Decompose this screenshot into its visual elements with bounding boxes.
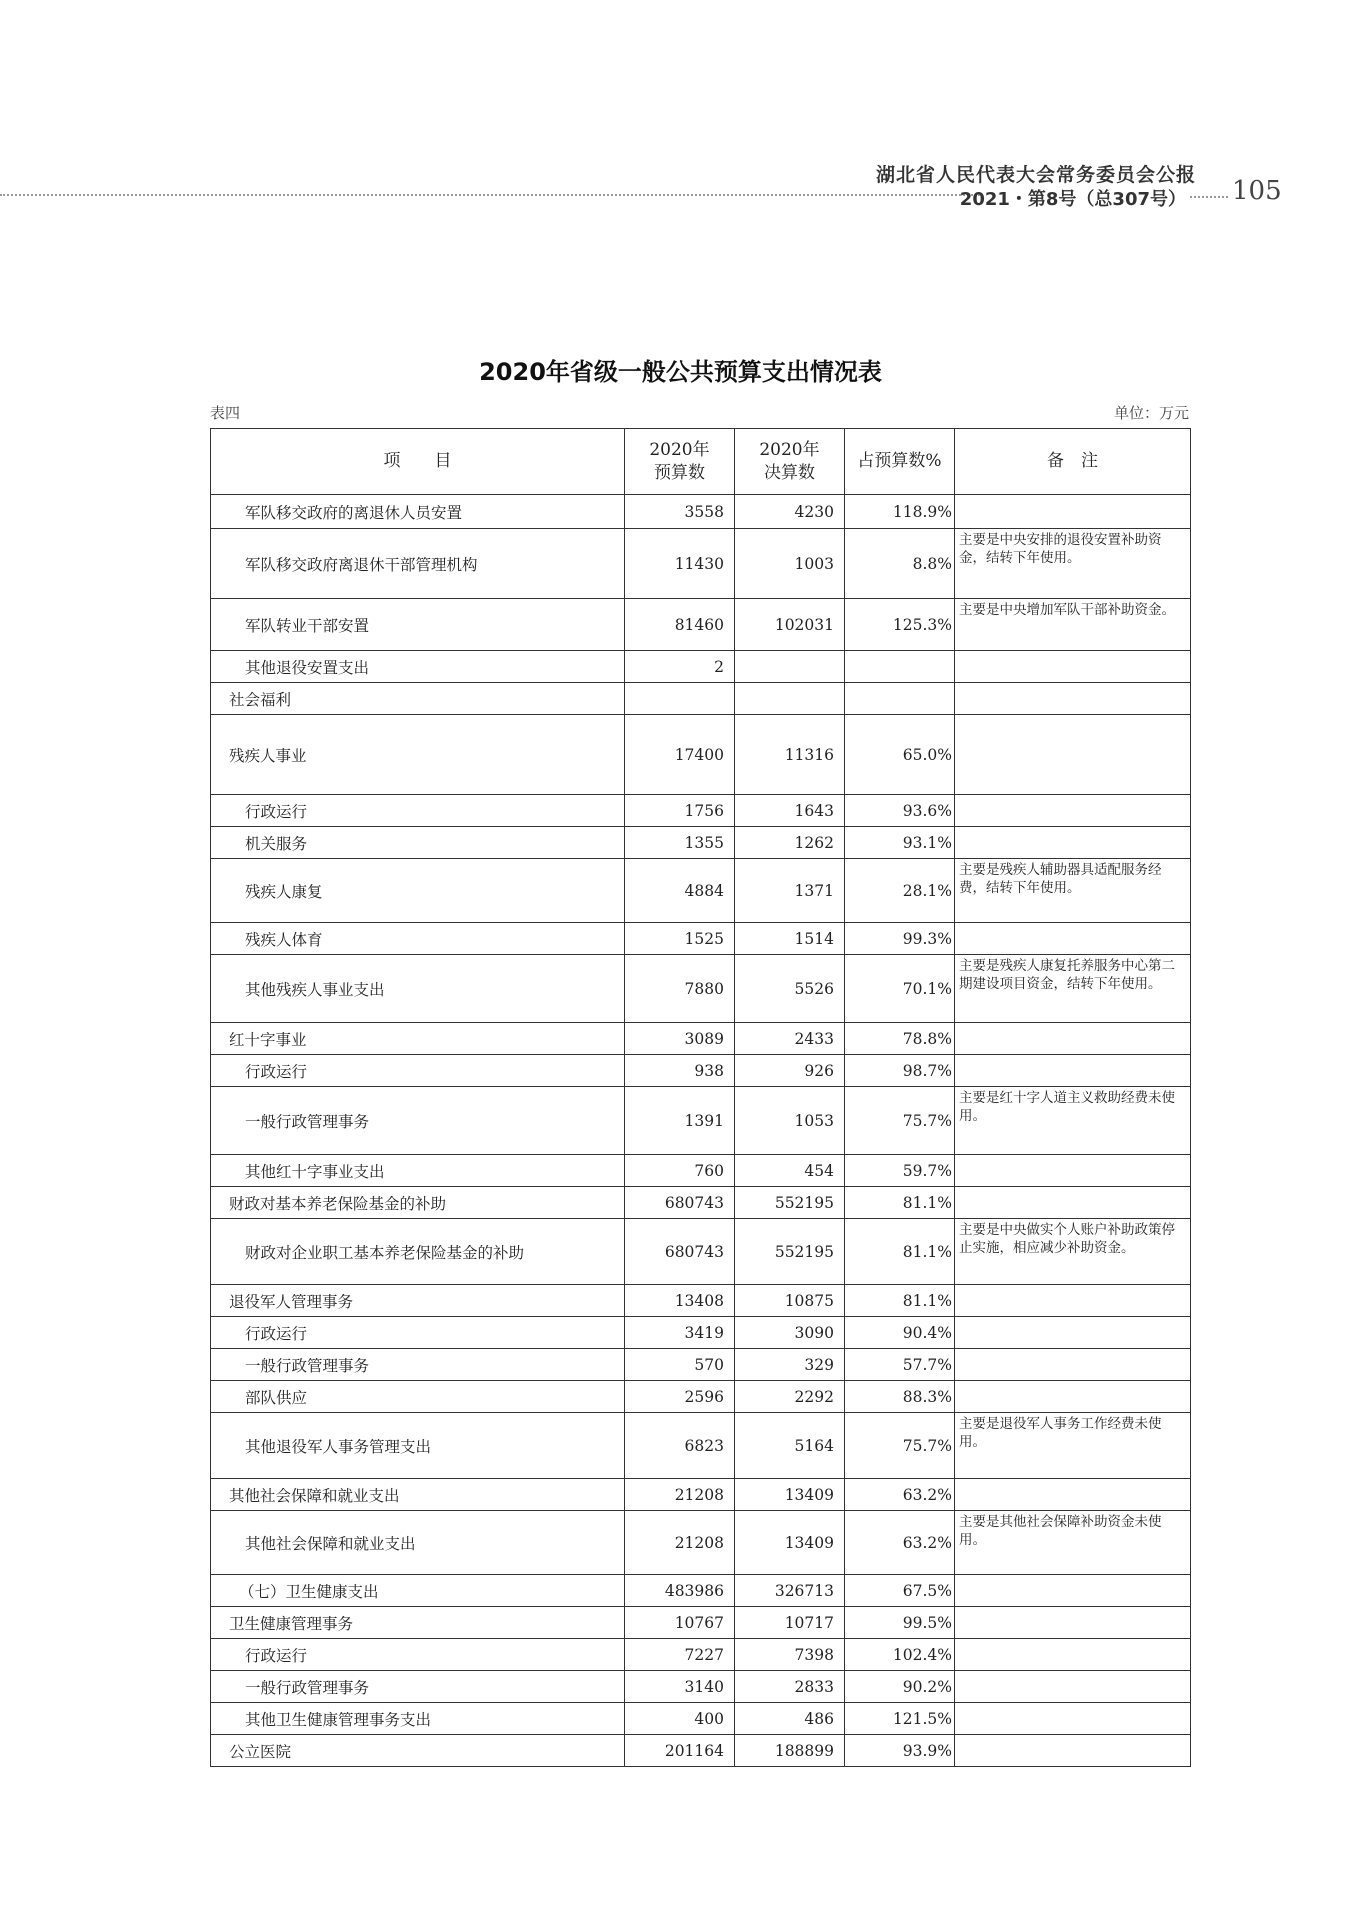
- row-budget-value: 4884: [625, 859, 735, 923]
- col-header-note: 备 注: [955, 429, 1191, 495]
- row-note: [955, 1349, 1191, 1381]
- row-note: [955, 651, 1191, 683]
- row-budget-value: 201164: [625, 1735, 735, 1767]
- row-note: 主要是残疾人康复托养服务中心第二期建设项目资金，结转下年使用。: [955, 955, 1191, 1023]
- row-percent-value: 28.1%: [845, 859, 955, 923]
- row-percent-value: 125.3%: [845, 599, 955, 651]
- row-final-value: [735, 683, 845, 715]
- row-final-value: 10875: [735, 1285, 845, 1317]
- row-note: [955, 1187, 1191, 1219]
- row-note: [955, 1639, 1191, 1671]
- row-percent-value: 65.0%: [845, 715, 955, 795]
- row-budget-value: 680743: [625, 1187, 735, 1219]
- row-percent-value: 93.6%: [845, 795, 955, 827]
- row-item-name: 机关服务: [211, 827, 625, 859]
- row-item-name: 财政对基本养老保险基金的补助: [211, 1187, 625, 1219]
- row-final-value: 926: [735, 1055, 845, 1087]
- row-final-value: 1053: [735, 1087, 845, 1155]
- row-budget-value: 1355: [625, 827, 735, 859]
- col-header-budget: [625, 429, 735, 495]
- row-percent-value: 102.4%: [845, 1639, 955, 1671]
- table-row: [211, 955, 1191, 1023]
- page-number: 105: [1232, 176, 1282, 206]
- row-item-name: 其他社会保障和就业支出: [211, 1511, 625, 1575]
- row-item-name: 财政对企业职工基本养老保险基金的补助: [211, 1219, 625, 1285]
- row-item-name: 一般行政管理事务: [211, 1349, 625, 1381]
- row-item-name: 行政运行: [211, 1639, 625, 1671]
- table-row: [211, 1155, 1191, 1187]
- row-item-name: 其他退役安置支出: [211, 651, 625, 683]
- row-budget-value: 2596: [625, 1381, 735, 1413]
- row-note: [955, 1055, 1191, 1087]
- row-budget-value: 7227: [625, 1639, 735, 1671]
- row-note: 主要是退役军人事务工作经费未使用。: [955, 1413, 1191, 1479]
- row-budget-value: 81460: [625, 599, 735, 651]
- row-item-name: 一般行政管理事务: [211, 1671, 625, 1703]
- table-row: [211, 599, 1191, 651]
- row-note: [955, 1607, 1191, 1639]
- row-item-name: 其他红十字事业支出: [211, 1155, 625, 1187]
- row-budget-value: 13408: [625, 1285, 735, 1317]
- row-note: [955, 923, 1191, 955]
- row-final-value: 1262: [735, 827, 845, 859]
- row-budget-value: 3089: [625, 1023, 735, 1055]
- row-percent-value: 75.7%: [845, 1413, 955, 1479]
- row-final-value: 486: [735, 1703, 845, 1735]
- row-item-name: 红十字事业: [211, 1023, 625, 1055]
- row-note: [955, 1575, 1191, 1607]
- row-percent-value: 90.2%: [845, 1671, 955, 1703]
- row-item-name: 军队转业干部安置: [211, 599, 625, 651]
- table-row: [211, 529, 1191, 599]
- row-note: [955, 1155, 1191, 1187]
- row-item-name: 一般行政管理事务: [211, 1087, 625, 1155]
- row-percent-value: 67.5%: [845, 1575, 955, 1607]
- row-percent-value: 121.5%: [845, 1703, 955, 1735]
- row-item-name: 残疾人康复: [211, 859, 625, 923]
- table-row: [211, 1607, 1191, 1639]
- row-percent-value: 63.2%: [845, 1511, 955, 1575]
- table-row: [211, 1639, 1191, 1671]
- table-header-row: [211, 429, 1191, 495]
- row-final-value: 102031: [735, 599, 845, 651]
- row-budget-value: 3419: [625, 1317, 735, 1349]
- col-header-final-label: 决算数: [764, 462, 815, 483]
- row-percent-value: 98.7%: [845, 1055, 955, 1087]
- table-row: [211, 1187, 1191, 1219]
- table-number: 表四: [210, 404, 241, 422]
- row-percent-value: 90.4%: [845, 1317, 955, 1349]
- row-note: [955, 1285, 1191, 1317]
- table-row: [211, 1023, 1191, 1055]
- row-final-value: 11316: [735, 715, 845, 795]
- row-note: [955, 1735, 1191, 1767]
- table-row: [211, 1055, 1191, 1087]
- row-note: [955, 1317, 1191, 1349]
- col-header-final: [735, 429, 845, 495]
- table-row: [211, 683, 1191, 715]
- row-final-value: 13409: [735, 1511, 845, 1575]
- row-budget-value: 1525: [625, 923, 735, 955]
- unit-label: 单位：万元: [1113, 404, 1189, 422]
- row-budget-value: 6823: [625, 1413, 735, 1479]
- row-budget-value: 21208: [625, 1511, 735, 1575]
- row-final-value: 454: [735, 1155, 845, 1187]
- row-percent-value: [845, 651, 955, 683]
- row-percent-value: 8.8%: [845, 529, 955, 599]
- row-percent-value: 93.9%: [845, 1735, 955, 1767]
- row-final-value: 2433: [735, 1023, 845, 1055]
- table-body: [211, 495, 1191, 1767]
- row-budget-value: 21208: [625, 1479, 735, 1511]
- row-final-value: 2833: [735, 1671, 845, 1703]
- row-budget-value: 483986: [625, 1575, 735, 1607]
- table-row: [211, 1349, 1191, 1381]
- row-percent-value: [845, 683, 955, 715]
- row-item-name: 残疾人事业: [211, 715, 625, 795]
- row-percent-value: 57.7%: [845, 1349, 955, 1381]
- row-final-value: 7398: [735, 1639, 845, 1671]
- row-budget-value: 7880: [625, 955, 735, 1023]
- row-item-name: 部队供应: [211, 1381, 625, 1413]
- row-final-value: 1643: [735, 795, 845, 827]
- row-budget-value: 680743: [625, 1219, 735, 1285]
- row-budget-value: 570: [625, 1349, 735, 1381]
- row-item-name: 其他社会保障和就业支出: [211, 1479, 625, 1511]
- row-percent-value: 59.7%: [845, 1155, 955, 1187]
- header-dotted-rule-right: [1190, 196, 1228, 198]
- issue-label: 2021・第8号（总307号）: [959, 189, 1186, 210]
- row-budget-value: 760: [625, 1155, 735, 1187]
- row-percent-value: 81.1%: [845, 1219, 955, 1285]
- row-note: [955, 795, 1191, 827]
- row-note: [955, 1703, 1191, 1735]
- table-row: [211, 495, 1191, 529]
- row-item-name: 卫生健康管理事务: [211, 1607, 625, 1639]
- table-row: [211, 1087, 1191, 1155]
- row-note: [955, 827, 1191, 859]
- table-row: [211, 1735, 1191, 1767]
- row-budget-value: 10767: [625, 1607, 735, 1639]
- row-percent-value: 81.1%: [845, 1187, 955, 1219]
- row-item-name: 军队移交政府离退休干部管理机构: [211, 529, 625, 599]
- row-final-value: 5164: [735, 1413, 845, 1479]
- row-budget-value: 11430: [625, 529, 735, 599]
- row-note: [955, 715, 1191, 795]
- row-final-value: 552195: [735, 1219, 845, 1285]
- table-row: [211, 1413, 1191, 1479]
- row-note: [955, 1671, 1191, 1703]
- row-budget-value: 938: [625, 1055, 735, 1087]
- row-note: [955, 1381, 1191, 1413]
- table-row: [211, 827, 1191, 859]
- document-title: 2020年省级一般公共预算支出情况表: [479, 358, 882, 386]
- table-row: [211, 923, 1191, 955]
- table-row: [211, 715, 1191, 795]
- row-final-value: 552195: [735, 1187, 845, 1219]
- row-item-name: 行政运行: [211, 795, 625, 827]
- table-row: [211, 859, 1191, 923]
- row-note: [955, 1479, 1191, 1511]
- row-final-value: 188899: [735, 1735, 845, 1767]
- row-item-name: 行政运行: [211, 1055, 625, 1087]
- row-note: 主要是残疾人辅助器具适配服务经费，结转下年使用。: [955, 859, 1191, 923]
- table-row: [211, 1317, 1191, 1349]
- row-item-name: 其他退役军人事务管理支出: [211, 1413, 625, 1479]
- row-final-value: 4230: [735, 495, 845, 529]
- row-item-name: 其他残疾人事业支出: [211, 955, 625, 1023]
- row-item-name: 行政运行: [211, 1317, 625, 1349]
- table-row: [211, 1703, 1191, 1735]
- row-percent-value: 93.1%: [845, 827, 955, 859]
- row-item-name: 退役军人管理事务: [211, 1285, 625, 1317]
- row-percent-value: 88.3%: [845, 1381, 955, 1413]
- row-final-value: 326713: [735, 1575, 845, 1607]
- table-row: [211, 1381, 1191, 1413]
- row-note: 主要是中央增加军队干部补助资金。: [955, 599, 1191, 651]
- row-percent-value: 75.7%: [845, 1087, 955, 1155]
- row-final-value: 1514: [735, 923, 845, 955]
- row-note: [955, 495, 1191, 529]
- table-row: [211, 1511, 1191, 1575]
- row-percent-value: 118.9%: [845, 495, 955, 529]
- row-note: 主要是中央安排的退役安置补助资金，结转下年使用。: [955, 529, 1191, 599]
- table-row: [211, 1479, 1191, 1511]
- row-budget-value: 3140: [625, 1671, 735, 1703]
- table-row: [211, 1575, 1191, 1607]
- row-item-name: 残疾人体育: [211, 923, 625, 955]
- row-final-value: 5526: [735, 955, 845, 1023]
- row-percent-value: 99.5%: [845, 1607, 955, 1639]
- row-percent-value: 78.8%: [845, 1023, 955, 1055]
- row-percent-value: 70.1%: [845, 955, 955, 1023]
- publication-title: 湖北省人民代表大会常务委员会公报: [875, 164, 1196, 186]
- header-dotted-rule-left: [0, 194, 980, 196]
- row-item-name: 社会福利: [211, 683, 625, 715]
- row-percent-value: 63.2%: [845, 1479, 955, 1511]
- row-note: 主要是其他社会保障补助资金未使用。: [955, 1511, 1191, 1575]
- row-item-name: 军队移交政府的离退休人员安置: [211, 495, 625, 529]
- table-row: [211, 651, 1191, 683]
- row-final-value: 10717: [735, 1607, 845, 1639]
- table-row: [211, 795, 1191, 827]
- row-item-name: 其他卫生健康管理事务支出: [211, 1703, 625, 1735]
- row-item-name: 公立医院: [211, 1735, 625, 1767]
- row-budget-value: [625, 683, 735, 715]
- row-budget-value: 17400: [625, 715, 735, 795]
- table-row: [211, 1285, 1191, 1317]
- row-final-value: 1003: [735, 529, 845, 599]
- row-final-value: 3090: [735, 1317, 845, 1349]
- col-header-final-year: 2020年: [759, 440, 820, 461]
- col-header-budget-year: 2020年: [649, 440, 710, 461]
- row-note: 主要是红十字人道主义救助经费未使用。: [955, 1087, 1191, 1155]
- row-final-value: 2292: [735, 1381, 845, 1413]
- row-budget-value: 1391: [625, 1087, 735, 1155]
- row-budget-value: 2: [625, 651, 735, 683]
- row-percent-value: 99.3%: [845, 923, 955, 955]
- row-note: [955, 683, 1191, 715]
- row-item-name: （七）卫生健康支出: [211, 1575, 625, 1607]
- row-final-value: 329: [735, 1349, 845, 1381]
- col-header-budget-label: 预算数: [654, 462, 705, 483]
- table-row: [211, 1219, 1191, 1285]
- row-note: [955, 1023, 1191, 1055]
- row-final-value: [735, 651, 845, 683]
- row-final-value: 1371: [735, 859, 845, 923]
- row-final-value: 13409: [735, 1479, 845, 1511]
- row-budget-value: 3558: [625, 495, 735, 529]
- row-budget-value: 1756: [625, 795, 735, 827]
- row-budget-value: 400: [625, 1703, 735, 1735]
- col-header-pct: 占预算数%: [845, 429, 955, 495]
- row-note: 主要是中央做实个人账户补助政策停止实施，相应减少补助资金。: [955, 1219, 1191, 1285]
- table-row: [211, 1671, 1191, 1703]
- col-header-item: 项 目: [211, 429, 625, 495]
- budget-table: [210, 428, 1191, 1767]
- row-percent-value: 81.1%: [845, 1285, 955, 1317]
